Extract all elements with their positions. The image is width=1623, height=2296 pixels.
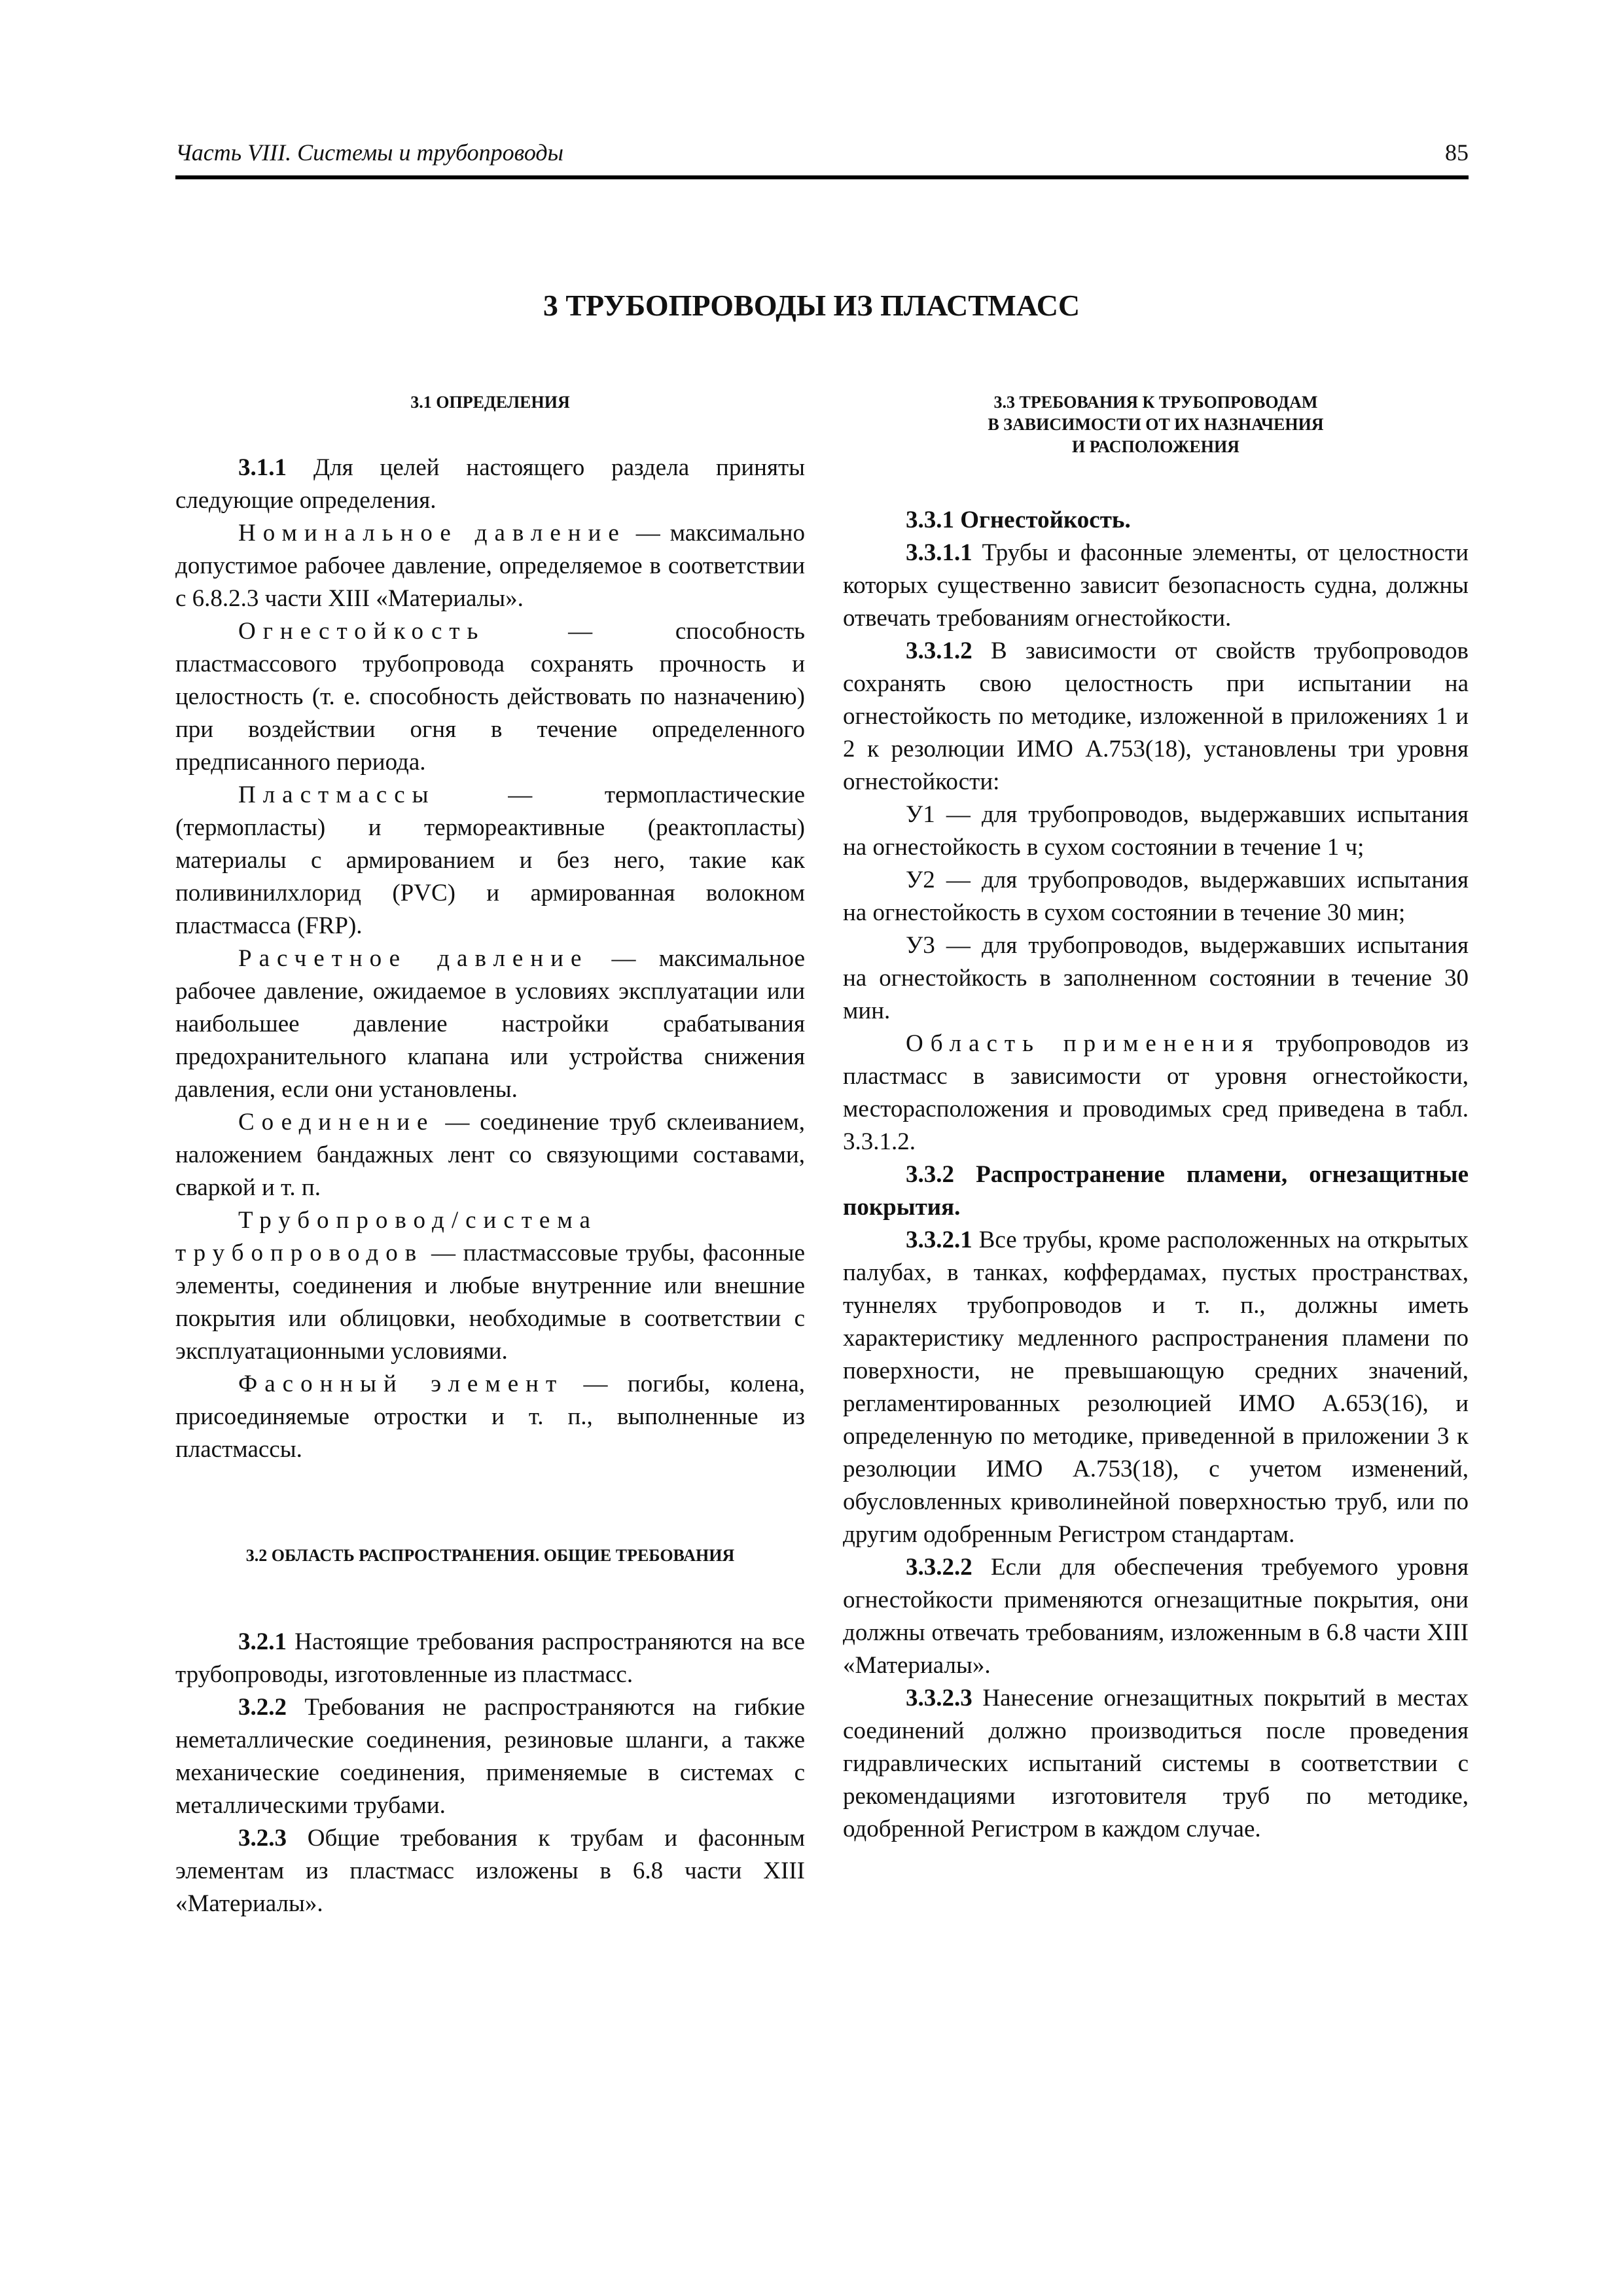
definition: Трубопровод/система трубопроводов — пластмассовые трубы, фасонные элементы, соединения и любые внутренние или внешние покрытия или облицовки, необходимые в соответствии с эксплуатационными условиями. [175, 1207, 805, 1365]
paragraph-3-2-3: 3.2.3 Общие требования к трубам и фасонным элементам из пластмасс изложены в 6.8 части XIII «Материалы». [175, 1825, 805, 1917]
level-item: У2 — для трубопроводов, выдержавших испытания на огнестойкость в сухом состоянии в течение 30 мин; [843, 867, 1469, 926]
paragraph-3-1-1: 3.1.1 Для целей настоящего раздела приняты следующие определения. [175, 454, 805, 514]
paragraph-3-3-1-1: 3.3.1.1 Трубы и фасонные элементы, от целостности которых существенно зависит безопасность судна, должны отвечать требованиям огнестойкости. [843, 539, 1469, 632]
level-item: У1 — для трубопроводов, выдержавших испытания на огнестойкость в сухом состоянии в течение 1 ч; [843, 801, 1469, 861]
running-header [175, 139, 1469, 173]
section-heading-3-2: 3.2 ОБЛАСТЬ РАСПРОСТРАНЕНИЯ. ОБЩИЕ ТРЕБОВАНИЯ [245, 1546, 735, 1565]
paragraph-3-3-1-2: 3.3.1.2 В зависимости от свойств трубопроводов сохранять свою целостность при испытании на огнестойкость по методике, изложенной в приложениях 1 и 2 к резолюции ИМО А.753(18), установлены три уровня огнестойкости: [843, 637, 1469, 795]
definition: Огнестойкость — способность пластмассового трубопровода сохранять прочность и целостность (т. е. способность действовать по назначению) при воздействии огня в течение определенного предписанного периода. [175, 618, 805, 776]
chapter-title: 3 ТРУБОПРОВОДЫ ИЗ ПЛАСТМАСС [543, 289, 1080, 322]
subsection-3-3-1: 3.3.1 Огнестойкость. [906, 507, 1131, 533]
paragraph-3-3-2-1: 3.3.2.1 Все трубы, кроме расположенных на открытых палубах, в танках, коффердамах, пустых пространствах, туннелях трубопроводов и т. п., должны иметь характеристику медленного распространения пламени по поверхности, не превышающую средних значений, регламентированных резолюцией ИМО А.653(16), и определенную по методике, приведенной в приложении 3 к резолюции ИМО А.753(18), с учетом изменений, обусловленных криволинейной поверхностью труб, или по другим одобренным Регистром стандартам. [843, 1227, 1469, 1548]
left-column [175, 391, 805, 1920]
section-heading-3-1: 3.1 ОПРЕДЕЛЕНИЯ [410, 393, 570, 412]
section-heading-3-3: 3.3 ТРЕБОВАНИЯ К ТРУБОПРОВОДАМ В ЗАВИСИМОСТИ ОТ ИХ НАЗНАЧЕНИЯ И РАСПОЛОЖЕНИЯ [988, 393, 1324, 456]
paragraph-3-2-1: 3.2.1 Настоящие требования распространяются на все трубопроводы, изготовленные из пластмасс. [175, 1628, 805, 1688]
definition: Расчетное давление — максимальное рабочее давление, ожидаемое в условиях эксплуатации или наибольшее давление настройки срабатывания предохранительного клапана или устройства снижения давления, если они установлены. [175, 945, 805, 1103]
scope-paragraph: Область применения трубопроводов из пластмасс в зависимости от уровня огнестойкости, месторасположения и проводимых сред приведена в табл. 3.3.1.2. [843, 1030, 1469, 1155]
running-title: Часть VIII. Системы и трубопроводы [175, 139, 563, 166]
right-column [843, 391, 1469, 1846]
paragraph-3-3-2-2: 3.3.2.2 Если для обеспечения требуемого уровня огнестойкости применяются огнезащитные покрытия, они должны отвечать требованиям, изложенным в 6.8 части XIII «Материалы». [843, 1554, 1469, 1679]
paragraph-3-2-2: 3.2.2 Требования не распространяются на гибкие неметаллические соединения, резиновые шланги, а также механические соединения, применяемые в системах с металлическими трубами. [175, 1694, 805, 1819]
page-number: 85 [1445, 139, 1469, 166]
header-rule [175, 175, 1469, 179]
definition: Соединение — соединение труб склеиванием, наложением бандажных лент со связующими составами, сваркой и т. п. [175, 1109, 805, 1201]
definition: Фасонный элемент — погибы, колена, присоединяемые отростки и т. п., выполненные из пластмассы. [175, 1371, 805, 1463]
definition: Пластмассы — термопластические (термопласты) и термореактивные (реактопласты) материалы с армированием и без него, такие как поливинилхлорид (PVC) и армированная волокном пластмасса (FRP). [175, 781, 805, 939]
level-item: У3 — для трубопроводов, выдержавших испытания на огнестойкость в заполненном состоянии в течение 30 мин. [843, 932, 1469, 1024]
subsection-3-3-2: 3.3.2 Распространение пламени, огнезащитные покрытия. [843, 1161, 1469, 1221]
paragraph-3-3-2-3: 3.3.2.3 Нанесение огнезащитных покрытий в местах соединений должно производиться после проведения гидравлических испытаний системы в соответствии с рекомендациями изготовителя труб по методике, одобренной Регистром в каждом случае. [843, 1685, 1469, 1842]
definition: Номинальное давление — максимально допустимое рабочее давление, определяемое в соответствии с 6.8.2.3 части XIII «Материалы». [175, 520, 805, 612]
